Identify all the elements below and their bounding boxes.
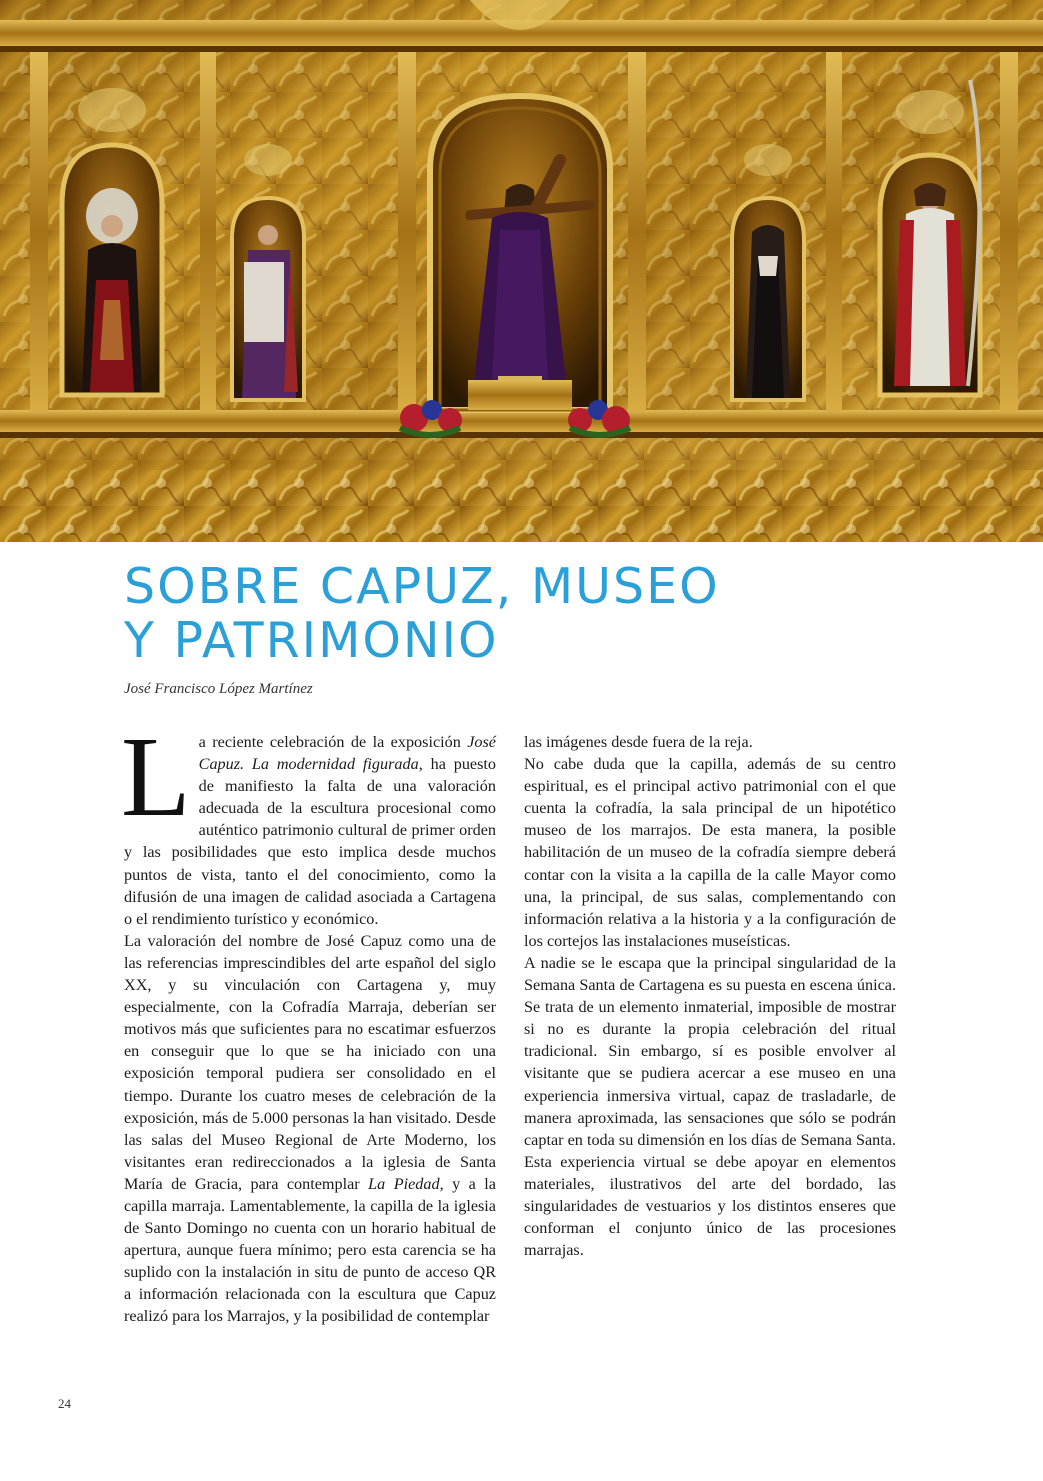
body-column-right [524, 731, 896, 1261]
paragraph-2-carryover: las imágenes desde fuera de la reja. [524, 733, 753, 751]
body-column-left [121, 713, 496, 1328]
article-title-line-1: SOBRE CAPUZ, MUSEO [124, 558, 720, 615]
la-piedad-title: La Piedad [368, 1174, 440, 1193]
hero-image [0, 0, 1043, 542]
paragraph-2-continued: , y a la capilla marraja. Lamentablemente, la capilla de la iglesia de Santo Domingo no cuenta con un horario habitual de apertura, aunque fuera mínimo; pero esta carencia se ha suplido con la instalación in situ de punto de acceso QR a información relacionada con la escultura que Capuz realizó para los Marrajos, y la posibilidad de contemplar [124, 1174, 496, 1326]
paragraph-1: La reciente celebración de la exposición José Capuz. La modernidad figurada, ha puesto de manifiesto la falta de una valoración adecuada de la escultura procesional como auténtico patrimonio cultural de primer orden y las posibilidades que esto implica desde muchos puntos de vista, tanto el del conocimiento, como la difusión de una imagen de calidad asociada a Cartagena o el rendimiento turístico y económico. [121, 713, 496, 928]
article-title [124, 560, 924, 668]
paragraph-3: No cabe duda que la capilla, además de su centro espiritual, es el principal activo patrimonial con el que cuenta la cofradía, la sala principal de un hipotético museo de los marrajos. De esta manera, la posible habilitación de un museo de la cofradía siempre deberá contar con la visita a la capilla de la calle Mayor como una, la principal, de sus salas, complementando con información relativa a la historia y a la configuración de los cortejos las instalaciones museísticas. [524, 755, 896, 950]
exhibition-title: José Capuz. La modernidad figurada [198, 733, 496, 774]
page-number: 24 [58, 1396, 71, 1411]
drop-cap: L [121, 713, 191, 840]
paragraph-4: A nadie se le escapa que la principal singularidad de la Semana Santa de Cartagena es su puesta en escena única. Se trata de un elemento inmaterial, imposible de mostrar si no es durante la propia celebración del ritual tradicional. Sin embargo, sí es posible envolver al visitante que se pudiera acercar a ese museo en una experiencia inmersiva virtual, capaz de trasladarle, de manera aproximada, las sensaciones que sólo se podrán captar en toda su dimensión en los días de Semana Santa. Esta experiencia virtual se debe apoyar en elementos materiales, ilustrativos del arte del bordado, las singularidades de vestuarios y los distintos enseres que conforman el conjunto único de las procesiones marrajas. [524, 953, 896, 1260]
author-byline: José Francisco López Martínez [124, 681, 313, 697]
paragraph-2: La valoración del nombre de José Capuz como una de las referencias imprescindibles del arte español del siglo XX, y su vinculación con Cartagena y, muy especialmente, con la Cofradía Marraja, deberían ser motivos más que suficientes para no escatimar esfuerzos en conseguir que lo que se ha iniciado con una exposición temporal pudiera ser consolidado en el tiempo. Durante los cuatro meses de celebración de la exposición, más de 5.000 personas la han visitado. Desde las salas del Museo Regional de Arte Moderno, los visitantes eran redireccionados a la iglesia de Santa María de Gracia, para contemplar La Piedad, y a la capilla marraja. Lamentablemente, la capilla de la iglesia de Santo Domingo no cuenta con un horario habitual de apertura, aunque fuera mínimo; pero esta carencia se ha suplido con la instalación in situ de punto de acceso QR a información relacionada con la escultura que Capuz realizó para los Marrajos, y la posibilidad de contemplar [124, 931, 496, 1326]
article-title-line-2: Y PATRIMONIO [124, 612, 499, 669]
altarpiece-illustration [0, 0, 1043, 542]
